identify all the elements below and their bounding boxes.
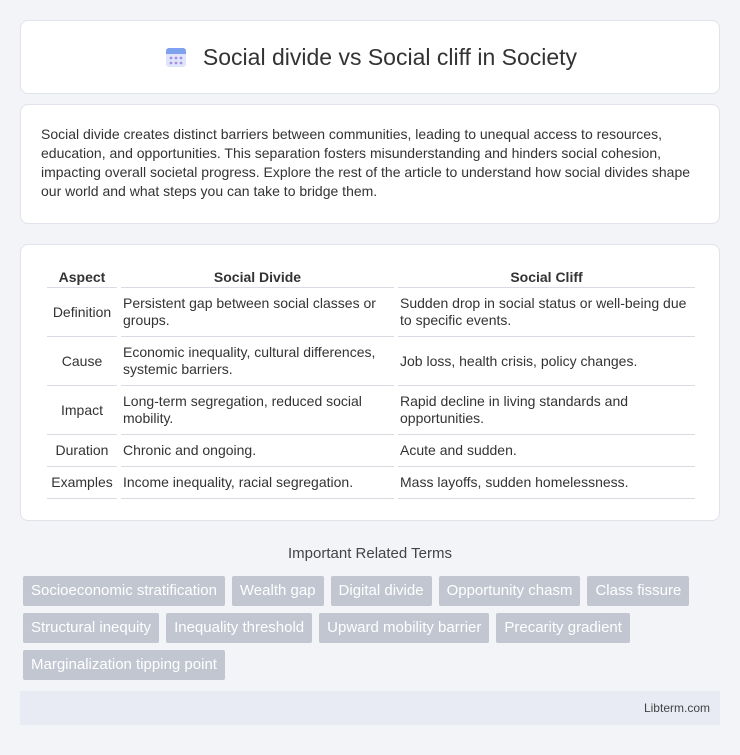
table-row bbox=[47, 435, 695, 467]
table-header-row bbox=[47, 265, 695, 288]
term-tag[interactable]: Precarity gradient bbox=[496, 613, 630, 643]
table-row bbox=[47, 467, 695, 499]
row-cliff: Acute and sudden. bbox=[398, 435, 695, 467]
page-title: Social divide vs Social cliff in Society bbox=[202, 43, 578, 70]
term-tag[interactable]: Inequality threshold bbox=[166, 613, 312, 643]
table-row bbox=[47, 337, 695, 386]
row-divide: Persistent gap between social classes or groups. bbox=[121, 288, 394, 337]
term-tag[interactable]: Opportunity chasm bbox=[439, 576, 581, 606]
term-tag[interactable]: Structural inequity bbox=[23, 613, 159, 643]
header-social-divide: Social Divide bbox=[121, 265, 394, 288]
row-divide: Long-term segregation, reduced social mobility. bbox=[121, 386, 394, 435]
row-cliff: Job loss, health crisis, policy changes. bbox=[398, 337, 695, 386]
term-tag[interactable]: Upward mobility barrier bbox=[319, 613, 489, 643]
row-divide: Income inequality, racial segregation. bbox=[121, 467, 394, 499]
row-divide: Economic inequality, cultural differences, systemic barriers. bbox=[121, 337, 394, 386]
term-tag[interactable]: Marginalization tipping point bbox=[23, 650, 225, 680]
row-cliff: Mass layoffs, sudden homelessness. bbox=[398, 467, 695, 499]
related-terms-title: Important Related Terms bbox=[288, 545, 452, 562]
row-aspect: Cause bbox=[47, 337, 117, 386]
term-tag[interactable]: Class fissure bbox=[587, 576, 689, 606]
related-terms-list bbox=[20, 576, 720, 680]
header-social-cliff: Social Cliff bbox=[398, 265, 695, 288]
term-tag[interactable]: Socioeconomic stratification bbox=[23, 576, 225, 606]
header-card bbox=[20, 20, 720, 94]
intro-text: Social divide creates distinct barriers between communities, leading to unequal access to resources, education, and opportunities. This separation fosters misunderstanding and hinders social cohesion, impacting overall societal progress. Explore the rest of the article to understand how social divides shape our world and what steps you can take to bridge them. bbox=[41, 126, 691, 199]
footer-brand-link[interactable]: Libterm.com bbox=[643, 701, 710, 715]
row-cliff: Sudden drop in social status or well-being due to specific events. bbox=[398, 288, 695, 337]
table-row bbox=[47, 386, 695, 435]
calendar-icon bbox=[163, 44, 189, 70]
term-tag[interactable]: Digital divide bbox=[331, 576, 432, 606]
row-divide: Chronic and ongoing. bbox=[121, 435, 394, 467]
intro-card bbox=[20, 104, 720, 224]
row-aspect: Impact bbox=[47, 386, 117, 435]
row-cliff: Rapid decline in living standards and opportunities. bbox=[398, 386, 695, 435]
row-aspect: Duration bbox=[47, 435, 117, 467]
comparison-table bbox=[43, 265, 699, 499]
header-aspect: Aspect bbox=[47, 265, 117, 288]
row-aspect: Definition bbox=[47, 288, 117, 337]
comparison-card bbox=[20, 244, 720, 521]
table-row bbox=[47, 288, 695, 337]
term-tag[interactable]: Wealth gap bbox=[232, 576, 324, 606]
footer bbox=[20, 691, 720, 725]
row-aspect: Examples bbox=[47, 467, 117, 499]
